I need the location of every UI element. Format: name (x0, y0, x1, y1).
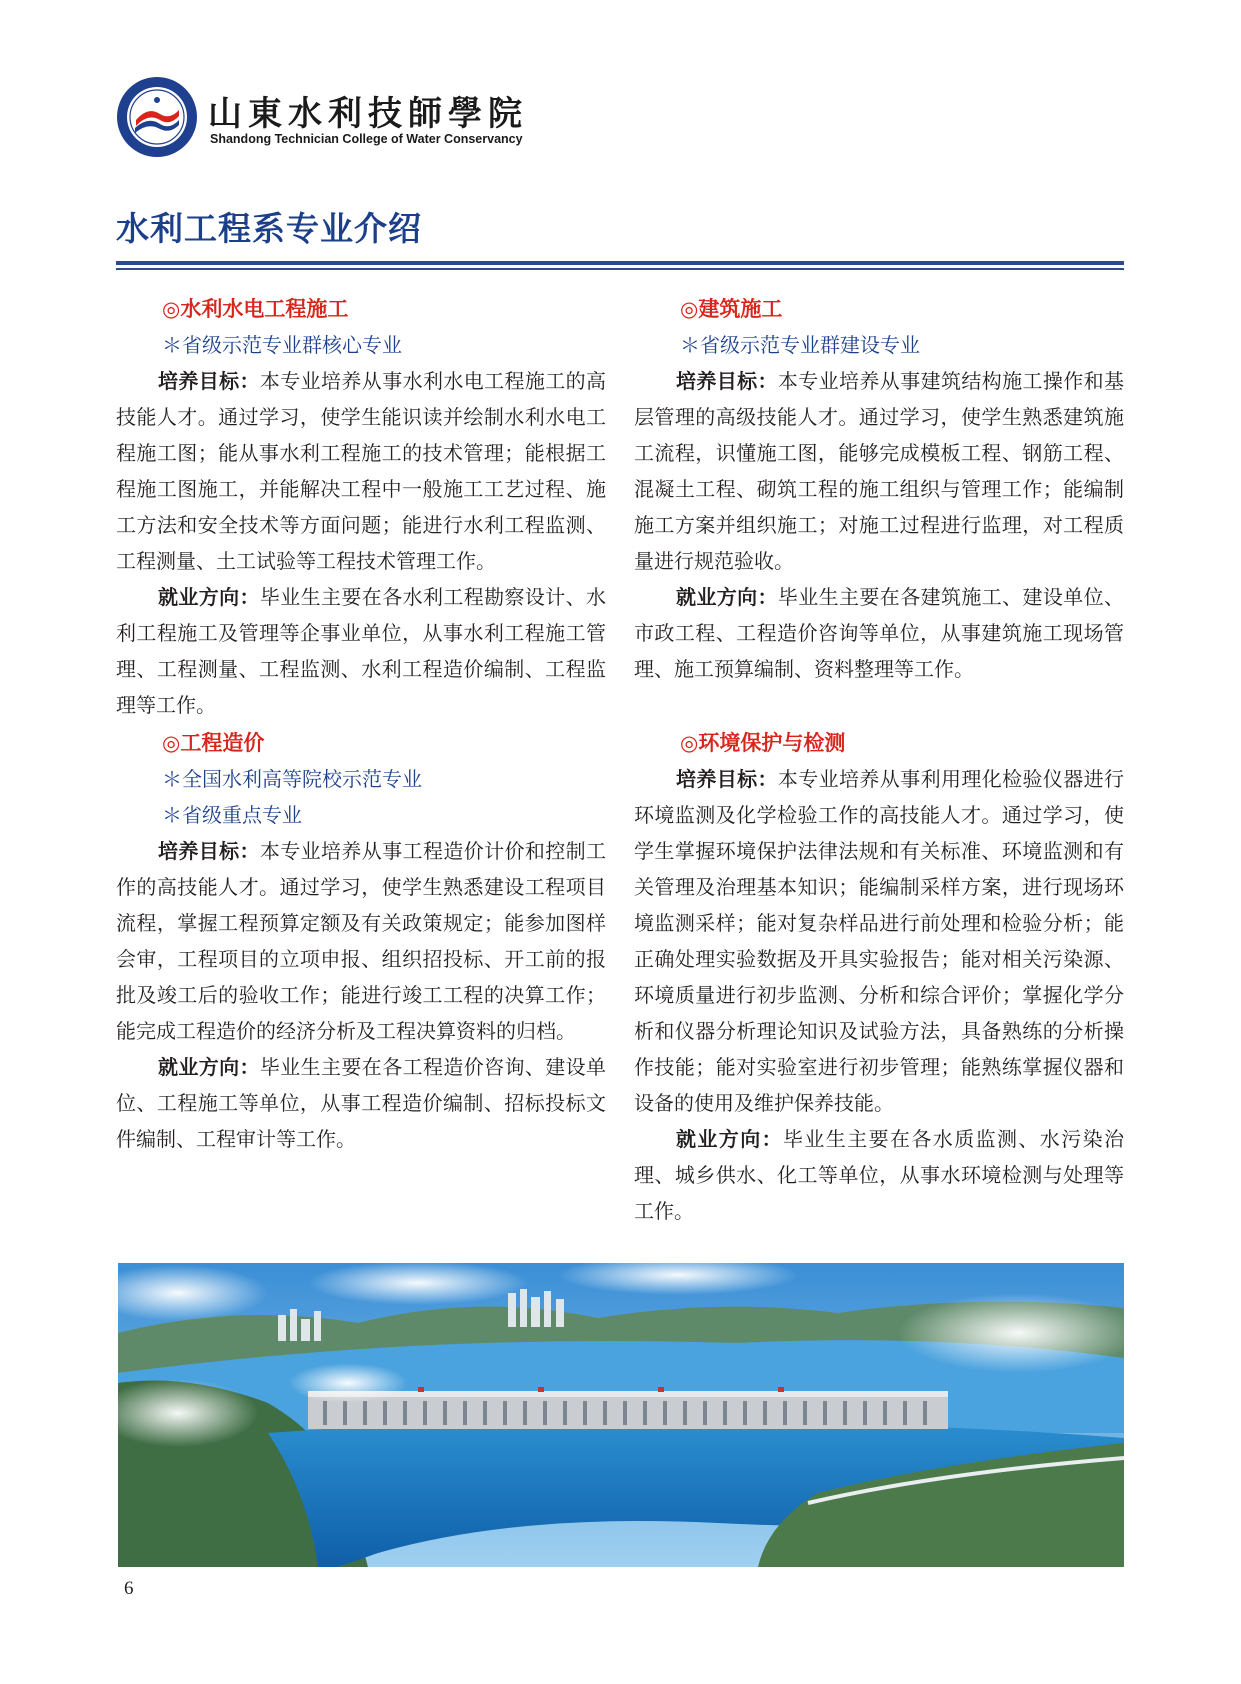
college-seal-icon (116, 76, 198, 158)
major-goal: 培养目标：本专业培养从事水利水电工程施工的高技能人才。通过学习，使学生能识读并绘制水利水电工程施工图；能从事水利工程施工的技术管理；能根据工程施工图施工，并能解决工程中一般施工工艺过程、施工方法和安全技术等方面问题；能进行水利工程监测、工程测量、土工试验等工程技术管理工作。 (116, 369, 607, 573)
page-number: 6 (124, 1578, 134, 1599)
major-section-hydro (116, 291, 606, 723)
title-divider-thin (116, 268, 1124, 270)
college-header (116, 76, 536, 158)
major-section-construction (634, 291, 1124, 687)
major-career: 就业方向：毕业生主要在各工程造价咨询、建设单位、工程施工等单位，从事工程造价编制、招标投标文件编制、工程审计等工作。 (116, 1055, 607, 1151)
major-tag: ＊全国水利高等院校示范专业 (162, 767, 422, 791)
major-career: 就业方向：毕业生主要在各水利工程勘察设计、水利工程施工及管理等企事业单位，从事水利工程施工管理、工程测量、工程监测、水利工程造价编制、工程监理等工作。 (116, 585, 607, 717)
major-tag: ＊省级重点专业 (162, 803, 302, 827)
major-tag: ＊省级示范专业群核心专业 (162, 333, 402, 357)
major-title: ◎水利水电工程施工 (162, 297, 349, 321)
major-tag: ＊省级示范专业群建设专业 (680, 333, 920, 357)
major-section-environment (634, 725, 1124, 1229)
major-goal: 培养目标：本专业培养从事利用理化检验仪器进行环境监测及化学检验工作的高技能人才。通过学习，使学生掌握环境保护法律法规和有关标准、环境监测和有关管理及治理基本知识；能编制采样方案，进行现场环境监测采样；能对复杂样品进行前处理和检验分析；能正确处理实验数据及开具实验报告；能对相关污染源、环境质量进行初步监测、分析和综合评价；掌握化学分析和仪器分析理论知识及试验方法，具备熟练的分析操作技能；能对实验室进行初步管理；能熟练掌握仪器和设备的使用及维护保养技能。 (634, 767, 1125, 1115)
major-section-cost (116, 725, 606, 1157)
college-name-en: Shandong Technician College of Water Conservancy (210, 132, 523, 146)
major-goal: 培养目标：本专业培养从事建筑结构施工操作和基层管理的高级技能人才。通过学习，使学生熟悉建筑施工流程，识懂施工图，能够完成模板工程、钢筋工程、混凝土工程、砌筑工程的施工组织与管理工作；能编制施工方案并组织施工；对施工过程进行监理，对工程质量进行规范验收。 (634, 369, 1125, 573)
major-goal: 培养目标：本专业培养从事工程造价计价和控制工作的高技能人才。通过学习，使学生熟悉建设工程项目流程，掌握工程预算定额及有关政策规定；能参加图样会审，工程项目的立项申报、组织招投标、开工前的报批及竣工后的验收工作；能进行竣工工程的决算工作；能完成工程造价的经济分析及工程决算资料的归档。 (116, 839, 607, 1043)
major-career: 就业方向：毕业生主要在各水质监测、水污染治理、城乡供水、化工等单位，从事水环境检测与处理等工作。 (634, 1127, 1124, 1223)
title-divider (116, 261, 1124, 265)
major-career: 就业方向：毕业生主要在各建筑施工、建设单位、市政工程、工程造价咨询等单位，从事建筑施工现场管理、施工预算编制、资料整理等工作。 (634, 585, 1125, 681)
college-name-cn: 山東水利技師學院 (208, 94, 528, 134)
major-title: ◎工程造价 (162, 731, 265, 755)
page-title: 水利工程系专业介绍 (116, 209, 422, 248)
dam-reservoir-photo (118, 1263, 1124, 1567)
major-title: ◎建筑施工 (680, 297, 783, 321)
major-title: ◎环境保护与检测 (680, 731, 846, 755)
